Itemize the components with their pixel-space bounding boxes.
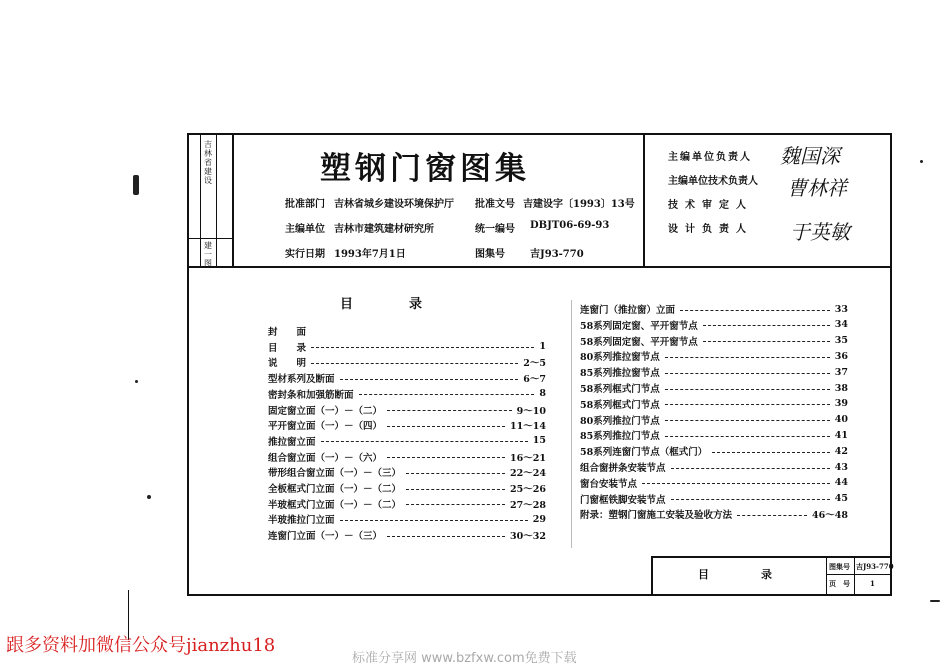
toc-entry-label: 型材系列及断面 [268, 374, 335, 386]
toc-entry-page: 25～26 [510, 484, 546, 495]
toc-entry [268, 387, 546, 401]
toc-leader-line [321, 441, 528, 442]
footer-page-number: 1 [870, 579, 875, 588]
toc-leader-line [671, 499, 830, 500]
toc-entry-label: 密封条和加强筋断面 [268, 389, 354, 401]
toc-entry-page: 35 [834, 335, 848, 347]
toc-entry [580, 460, 848, 474]
toc-entry-page: 1 [539, 341, 546, 353]
toc-entry-page: 11～14 [510, 421, 546, 433]
toc-entry [268, 403, 546, 417]
toc-entry [268, 528, 546, 542]
role-label-designer: 设计负责人 [668, 224, 753, 235]
toc-entry-label: 推拉窗立面 [268, 436, 316, 448]
toc-entry-page: 8 [539, 388, 546, 400]
toc-entry [580, 334, 848, 348]
toc-entry-label: 58系列连窗门节点（框式门） [580, 447, 708, 459]
toc-entry [268, 465, 546, 479]
effective-date: 1993年7月1日 [334, 249, 406, 260]
role-label-reviewer: 技术审定人 [668, 200, 753, 211]
toc-entry-page: 41 [834, 429, 848, 441]
toc-leader-line [406, 473, 505, 474]
footer-atlas-no-label: 图集号 [829, 562, 850, 571]
approval-doc: 吉建设字〔1993〕13号 [523, 199, 635, 210]
toc-entry-label: 连窗门（推拉窗）立面 [580, 305, 676, 316]
toc-entry [580, 365, 848, 379]
toc-entry [268, 371, 546, 385]
side-tab-line-2 [216, 133, 217, 268]
toc-entry [580, 428, 848, 442]
title-block-divider-right [643, 133, 645, 268]
side-tab-divider [187, 238, 233, 239]
approval-dept: 吉林省城乡建设环境保护厅 [334, 199, 454, 210]
toc-entry [580, 413, 848, 427]
footer-page-label: 页 号 [829, 579, 850, 588]
scan-mark [133, 175, 139, 195]
scan-mark [135, 380, 138, 383]
toc-entry-page: 22～24 [510, 468, 546, 480]
role-label-chief-unit: 主编单位负责人 [668, 152, 752, 163]
toc-leader-line [680, 310, 830, 311]
atlas-no-label: 图集号 [475, 249, 505, 260]
toc-entry [268, 324, 546, 338]
toc-entry-label: 85系列推拉门节点 [580, 431, 660, 443]
scan-mark [920, 160, 923, 163]
unified-no-label: 统一编号 [475, 224, 515, 235]
toc-entry-label: 85系列推拉窗节点 [580, 368, 660, 380]
toc-leader-line [406, 504, 505, 505]
toc-entry [268, 418, 546, 432]
toc-leader-line [665, 389, 830, 390]
toc-entry-page: 9～10 [516, 405, 546, 417]
toc-leader-line [340, 520, 528, 521]
toc-entry-label: 说 明 [268, 358, 307, 370]
toc-entry-label: 连窗门立面（一）－（三） [268, 531, 383, 543]
footer-atlas-no: 吉J93-770 [856, 562, 894, 571]
editor: 吉林市建筑建材研究所 [334, 224, 434, 235]
atlas-no: 吉J93-770 [530, 249, 584, 260]
footer-divider-h [826, 574, 892, 575]
toc-entry [268, 497, 546, 511]
toc-entry-label: 固定窗立面（一）－（二） [268, 405, 383, 417]
toc-entry [268, 481, 546, 495]
editor-label: 主编单位 [285, 224, 325, 235]
toc-leader-line [703, 341, 830, 342]
toc-leader-line [387, 426, 505, 427]
toc-entry-page: 34 [834, 319, 848, 331]
atlas-title: 塑钢门窗图集 [320, 151, 530, 187]
signature-chief-tech: 曹林祥 [787, 176, 847, 200]
toc-entry-page: 43 [834, 461, 848, 473]
toc-entry [580, 302, 848, 316]
toc-entry-page: 39 [834, 398, 848, 410]
toc-entry-page: 2～5 [523, 358, 546, 370]
toc-leader-line [642, 483, 830, 484]
toc-leader-line [359, 394, 535, 395]
toc-entry-page: 45 [834, 493, 848, 505]
toc-entry-label: 平开窗立面（一）－（四） [268, 421, 383, 433]
toc-entry [268, 340, 546, 354]
toc-entry [268, 512, 546, 526]
toc-entry-page: 15 [532, 435, 546, 447]
toc-entry-page: 16～21 [510, 452, 546, 464]
toc-entry-label: 门窗框铁脚安装节点 [580, 494, 666, 506]
toc-entry-page: 37 [834, 366, 848, 378]
footer-label: 目 录 [698, 568, 782, 581]
toc-leader-line [737, 515, 807, 516]
side-tab-bottom-text: 建一图 [204, 241, 212, 268]
toc-entry-page: 29 [532, 513, 546, 525]
toc-entry-label: 58系列框式门节点 [580, 384, 660, 395]
toc-entry-page: 33 [834, 303, 848, 315]
toc-leader-line [665, 420, 830, 421]
title-block-divider-left [232, 133, 234, 268]
toc-entry-page: 6～7 [523, 374, 546, 386]
toc-leader-line [311, 363, 518, 364]
footer-divider-2 [854, 556, 855, 596]
toc-entry-page: 30～32 [510, 531, 546, 543]
toc-entry [268, 450, 546, 464]
unified-no: DBJT06-69-93 [530, 220, 610, 231]
side-tab-line-1 [200, 133, 201, 268]
toc-entry-label: 全板框式门立面（一）－（二） [268, 484, 402, 495]
approval-doc-label: 批准文号 [475, 199, 515, 210]
toc-leader-line [712, 452, 830, 453]
toc-entry-label: 80系列推拉窗节点 [580, 352, 660, 364]
toc-entry-label: 58系列固定窗、平开窗节点 [580, 320, 698, 332]
toc-entry [580, 476, 848, 490]
toc-entry-label: 组合窗立面（一）－（六） [268, 452, 383, 464]
approval-dept-label: 批准部门 [285, 199, 325, 210]
signature-chief-unit: 魏国深 [780, 144, 840, 168]
toc-entry [580, 507, 848, 521]
toc-leader-line [387, 457, 505, 458]
toc-leader-line [387, 536, 505, 537]
toc-entry-label: 58系列框式门节点 [580, 399, 660, 411]
toc-leader-line [665, 404, 830, 405]
toc-entry-label: 目 录 [268, 342, 307, 354]
toc-entry-label: 80系列推拉门节点 [580, 415, 660, 427]
side-tab-top-text: 吉林省建设 [204, 140, 212, 185]
toc-entry-label: 附录：塑钢门窗施工安装及验收方法 [580, 510, 733, 522]
toc-leader-line [671, 468, 830, 469]
toc-entry-page: 46～48 [812, 510, 848, 522]
toc-leader-line [703, 325, 830, 326]
toc-entry-page: 42 [834, 445, 848, 457]
toc-entry-page: 44 [834, 477, 848, 489]
toc-entry [268, 434, 546, 448]
toc-leader-line [665, 436, 830, 437]
watermark-red: 跟多资料加微信公众号jianzhu18 [6, 635, 276, 656]
toc-heading: 目 录 [340, 297, 433, 312]
toc-leader-line [665, 373, 830, 374]
toc-entry-label: 半玻推拉门立面 [268, 515, 335, 527]
toc-entry-label: 窗台安装节点 [580, 478, 638, 490]
effective-label: 实行日期 [285, 249, 325, 260]
watermark-grey: 标准分享网 www.bzfxw.com免费下载 [352, 651, 577, 666]
toc-entry-label: 半玻框式门立面（一）－（二） [268, 499, 402, 511]
toc-leader-line [340, 379, 519, 380]
toc-entry-label: 封 面 [268, 327, 307, 338]
toc-entry [580, 349, 848, 363]
signature-designer: 于英敏 [790, 220, 850, 244]
toc-entry [580, 492, 848, 506]
scan-mark [930, 600, 940, 602]
toc-entry-label: 组合窗拼条安装节点 [580, 463, 666, 474]
toc-entry-label: 58系列固定窗、平开窗节点 [580, 336, 698, 348]
toc-entry-page: 40 [834, 414, 848, 426]
toc-leader-line [311, 347, 534, 348]
toc-entry [268, 355, 546, 369]
toc-entry [580, 381, 848, 395]
toc-leader-line [665, 357, 830, 358]
toc-entry-page: 27～28 [510, 499, 546, 511]
footer-divider-1 [826, 556, 827, 596]
scan-mark [147, 495, 151, 499]
toc-entry [580, 444, 848, 458]
toc-leader-line [387, 410, 512, 411]
toc-leader-line [406, 489, 505, 490]
toc-entry-page: 36 [834, 350, 848, 362]
toc-entry-page: 38 [834, 382, 848, 394]
toc-entry-label: 带形组合窗立面（一）－（三） [268, 468, 402, 480]
toc-column-divider [571, 300, 572, 548]
toc-entry [580, 397, 848, 411]
toc-entry [580, 318, 848, 332]
role-label-chief-tech: 主编单位技术负责人 [668, 176, 758, 187]
